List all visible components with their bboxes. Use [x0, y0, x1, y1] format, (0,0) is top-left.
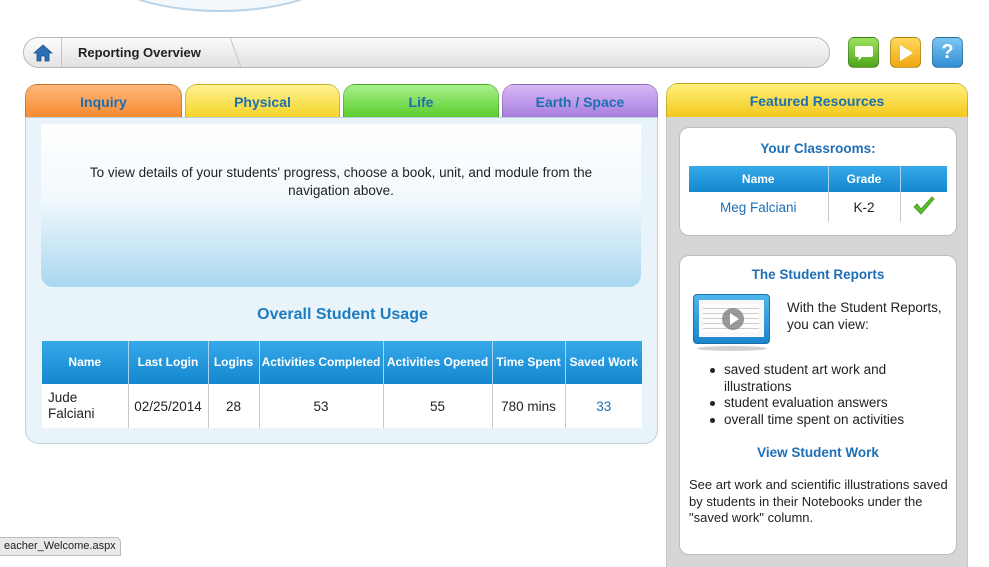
- video-screen: [699, 300, 764, 337]
- student-reports-title: The Student Reports: [751, 267, 885, 282]
- classrooms-card: [679, 127, 957, 236]
- video-thumbnail-icon[interactable]: [693, 294, 770, 344]
- list-item: overall time spent on activities: [708, 412, 948, 429]
- cell-logins: 28: [208, 384, 259, 428]
- status-bar-url: eacher_Welcome.aspx: [0, 537, 121, 556]
- column-header-last-login: Last Login: [128, 341, 208, 384]
- breadcrumb: [23, 37, 830, 68]
- column-header-name: Name: [42, 341, 128, 384]
- cell-activities-completed: 53: [259, 384, 383, 428]
- column-header-classroom-name: Name: [689, 166, 828, 192]
- table-row: [42, 384, 642, 428]
- info-text: To view details of your students' progress, choose a book, unit, and module from the navigation above.: [89, 165, 593, 198]
- usage-table: [42, 341, 642, 428]
- column-header-status: [900, 166, 947, 192]
- header-decoration: [95, 0, 345, 12]
- list-item: saved student art work and illustrations: [708, 362, 948, 395]
- chat-icon: [854, 44, 874, 62]
- saved-work-link[interactable]: 33: [596, 398, 612, 414]
- list-item: student evaluation answers: [708, 395, 948, 412]
- column-header-activities-completed: Activities Completed: [259, 341, 383, 384]
- classrooms-title: Your Classrooms:: [760, 141, 876, 156]
- usage-header-row: [42, 341, 642, 384]
- video-shadow: [697, 346, 767, 351]
- classrooms-header-row: [689, 166, 947, 192]
- cell-grade: K-2: [828, 192, 900, 222]
- usage-title: Overall Student Usage: [257, 306, 428, 323]
- play-button[interactable]: [890, 37, 921, 68]
- tab-inquiry[interactable]: Inquiry: [25, 84, 182, 118]
- cell-saved-work-link[interactable]: [565, 384, 642, 428]
- chat-button[interactable]: [848, 37, 879, 68]
- cell-last-login: 02/25/2014: [128, 384, 208, 428]
- play-icon: [898, 44, 914, 62]
- column-header-logins: Logins: [208, 341, 259, 384]
- tab-physical[interactable]: Physical: [185, 84, 340, 118]
- cell-time-spent: 780 mins: [492, 384, 565, 428]
- tab-life[interactable]: Life: [343, 84, 499, 118]
- home-icon: [33, 44, 53, 62]
- cell-status: [900, 192, 947, 222]
- column-header-time-spent: Time Spent: [492, 341, 565, 384]
- breadcrumb-separator: [217, 38, 242, 67]
- column-header-activities-opened: Activities Opened: [383, 341, 492, 384]
- student-reports-list: [708, 362, 948, 428]
- table-row: [689, 192, 947, 222]
- checkmark-icon: [913, 196, 935, 216]
- view-student-work-description: See art work and scientific illustrations saved by students in their Notebooks under the "saved work" column.: [689, 477, 948, 525]
- help-button[interactable]: [932, 37, 963, 68]
- featured-resources-header: Featured Resources: [666, 83, 968, 117]
- column-header-saved-work: Saved Work: [565, 341, 642, 384]
- main-panel: [25, 117, 658, 444]
- cell-classroom-name[interactable]: [689, 192, 828, 222]
- cell-student-name: Jude Falciani: [42, 384, 128, 428]
- cell-activities-opened: 55: [383, 384, 492, 428]
- column-header-grade: Grade: [828, 166, 900, 192]
- breadcrumb-current: Reporting Overview: [78, 45, 201, 60]
- help-icon: ?: [941, 41, 954, 63]
- info-box: [41, 124, 641, 287]
- featured-panel: [666, 117, 968, 567]
- student-reports-intro: With the Student Reports, you can view:: [787, 300, 942, 332]
- classrooms-table: [689, 166, 947, 222]
- video-play-icon: [722, 308, 744, 330]
- tab-earth-space[interactable]: Earth / Space: [502, 84, 658, 118]
- student-reports-card: [679, 255, 957, 555]
- home-button[interactable]: [24, 38, 62, 67]
- classroom-link[interactable]: Meg Falciani: [719, 199, 797, 215]
- view-student-work-link[interactable]: View Student Work: [757, 445, 879, 460]
